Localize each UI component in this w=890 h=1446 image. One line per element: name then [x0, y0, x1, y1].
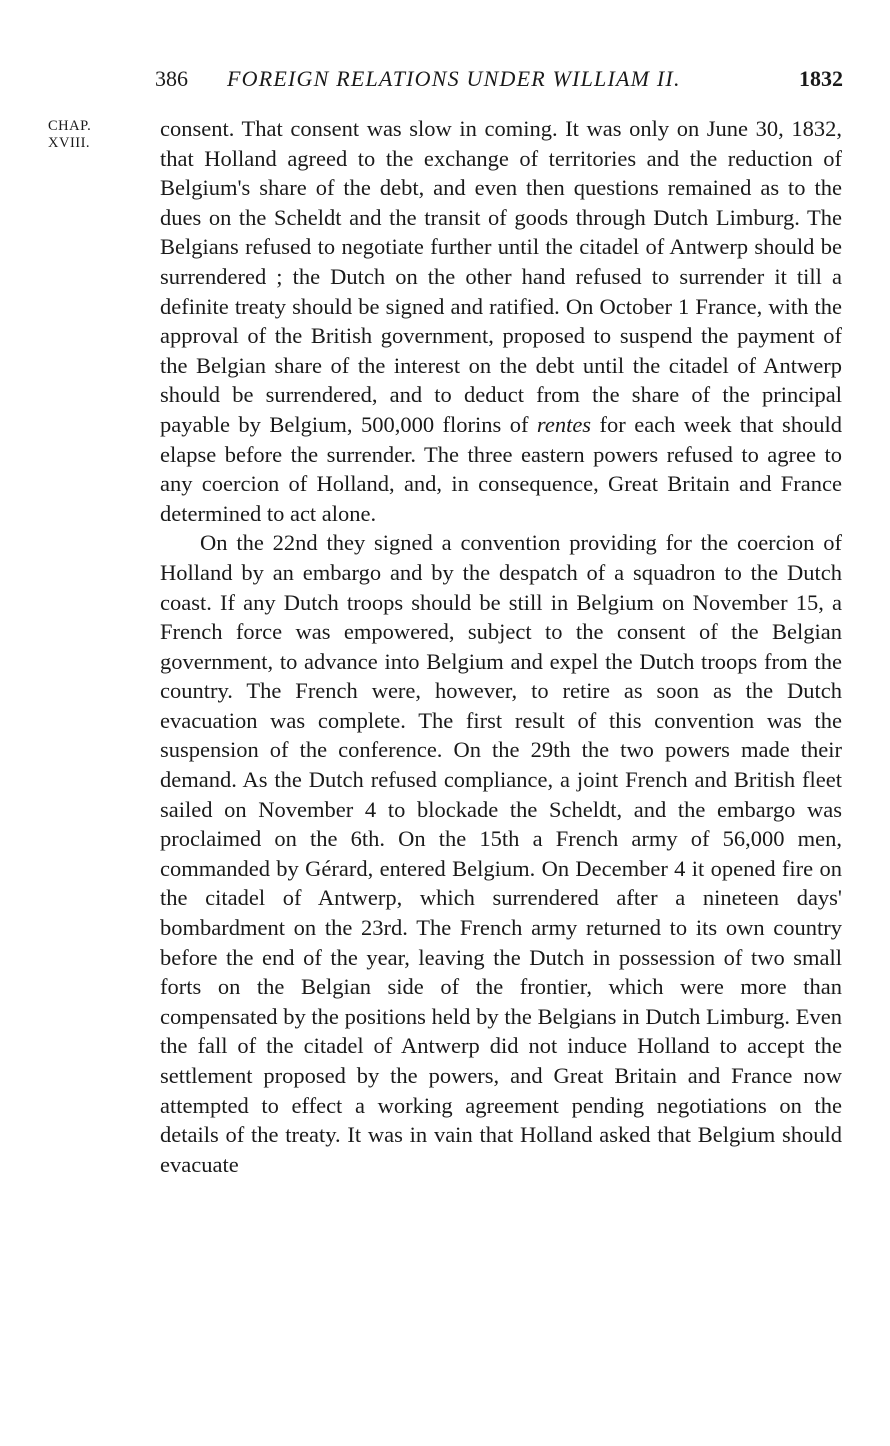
page-number: 386 [155, 66, 188, 91]
chapter-number: XVIII. [48, 135, 91, 151]
running-year: 1832 [799, 66, 843, 91]
running-head [155, 64, 843, 94]
paragraph-1-text-after: for each week that should elapse before the surrender. The three eastern powers refused to agree to any coercion of Holland, and, in consequence, Great Britain and France determined to act alone. [160, 411, 842, 526]
paragraph-1 [160, 114, 842, 528]
body-text [160, 114, 842, 1179]
paragraph-1-text-before: consent. That consent was slow in coming. It was only on June 30, 1832, that Holland agreed to the exchange of territories and the reduction of Belgium's share of the debt, and even then questions remained as to the dues on the Scheldt and the transit of goods through Dutch Limburg. The Belgians refused to negotiate further until the citadel of Antwerp should be surrendered ; the Dutch on the other hand refused to surrender it till a definite treaty should be signed and ratified. On October 1 France, with the approval of the British government, proposed to suspend the payment of the Belgian share of the interest on the debt until the citadel of Antwerp should be surrendered, and to deduct from the share of the principal payable by Belgium, 500,000 florins of [160, 116, 842, 437]
chapter-marginal-label [48, 118, 148, 152]
paragraph-2: On the 22nd they signed a convention providing for the coercion of Holland by an embargo and by the despatch of a squadron to the Dutch coast. If any Dutch troops should be still in Belgium on November 15, a French force was empowered, subject to the consent of the Belgian government, to advance into Belgium and expel the Dutch troops from the country. The French were, however, to retire as soon as the Dutch evacuation was complete. The first result of this convention was the suspension of the conference. On the 29th the two powers made their demand. As the Dutch refused compliance, a joint French and British fleet sailed on November 4 to blockade the Scheldt, and the embargo was proclaimed on the 6th. On the 15th a French army of 56,000 men, commanded by Gérard, entered Belgium. On December 4 it opened fire on the citadel of Antwerp, which surrendered after a nineteen days' bombardment on the 23rd. The French army returned to its own country before the end of the year, leaving the Dutch in possession of two small forts on the Belgian side of the frontier, which were more than compensated by the positions held by the Belgians in Dutch Limburg. Even the fall of the citadel of Antwerp did not induce Holland to accept the settlement proposed by the powers, and Great Britain and France now attempted to effect a working agreement pending negotiations on the details of the treaty. It was in vain that Holland asked that Belgium should evacuate [160, 530, 842, 1177]
running-title: FOREIGN RELATIONS UNDER WILLIAM II. [227, 66, 681, 91]
paragraph-1-italic-term: rentes [536, 411, 592, 437]
chapter-word: CHAP. [48, 118, 92, 134]
